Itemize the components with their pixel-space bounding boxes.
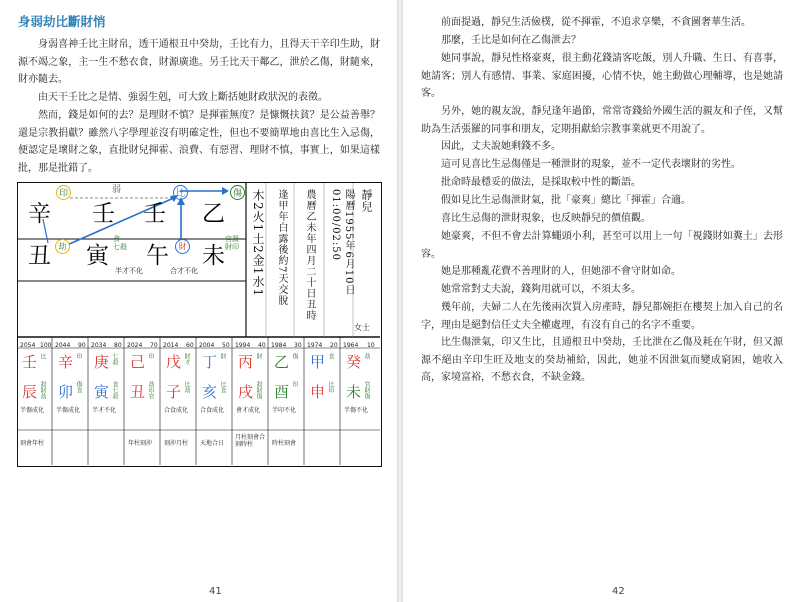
lunar-date: 農曆乙未年四月二十日丑時 bbox=[304, 189, 315, 321]
luck-interaction: 刻會年柱 bbox=[20, 440, 45, 447]
luck-interaction: 時柱刻會 bbox=[272, 440, 297, 447]
relation-note: 半才不化 bbox=[115, 267, 143, 275]
chart-lines bbox=[18, 183, 380, 465]
luck-note: 半才不化 bbox=[92, 407, 117, 414]
day-stem: 壬 bbox=[143, 201, 166, 227]
luck-year: 2014 bbox=[163, 342, 179, 349]
paragraph: 身弱喜神壬比主財帛，透干通根丑中癸劫，壬比有力，且得天干辛印生助，財源不竭之象，主一生不愁衣食，財源廣進。另壬比天干鄰乙，泄於乙傷，財隨來，財亦隨去。 bbox=[18, 39, 380, 85]
luck-branch-tag: 食七殺 bbox=[111, 381, 118, 399]
luck-stem: 己 bbox=[130, 353, 146, 371]
luck-stem: 丁 bbox=[202, 353, 218, 371]
paragraph: 前面提過，靜兒生活儉樸，從不揮霍，不追求享樂，不貪圖奢華生活。 bbox=[441, 17, 751, 28]
luck-note: 半傷成化 bbox=[56, 407, 81, 414]
luck-note: 半印不化 bbox=[272, 407, 297, 414]
luck-interaction: 天地合日 bbox=[200, 440, 225, 447]
day-branch: 午 bbox=[146, 243, 169, 269]
luck-stem: 戊 bbox=[166, 353, 182, 371]
element-count: 木2火1土2金1水1 bbox=[251, 189, 265, 298]
paragraph: 批命時最穩妥的做法，是採取較中性的斷語。 bbox=[441, 177, 641, 188]
luck-note: 半傷成化 bbox=[20, 407, 45, 414]
luck-note: 合食成化 bbox=[200, 407, 225, 414]
year-stem: 辛 bbox=[28, 201, 51, 227]
luck-branch: 辰 bbox=[22, 383, 38, 401]
paragraph: 因此，丈夫說她剩錢不多。 bbox=[441, 141, 561, 152]
luck-stem-tag: 七殺 bbox=[111, 353, 118, 365]
luck-year: 1974 bbox=[307, 342, 323, 349]
luck-age: 60 bbox=[186, 342, 194, 349]
luck-stem: 庚 bbox=[94, 353, 110, 371]
luck-branch: 寅 bbox=[94, 383, 110, 401]
luck-age: 40 bbox=[258, 342, 266, 349]
gender-label: 女士 bbox=[354, 323, 370, 332]
luck-stem-tag: 財才 bbox=[183, 353, 190, 365]
hour-branch: 未 bbox=[202, 243, 225, 269]
luck-interaction: 年柱刻沖 bbox=[128, 440, 153, 447]
luck-interaction: 刻沖月柱 bbox=[164, 440, 189, 447]
month-branch: 寅 bbox=[86, 243, 109, 269]
relation-note: 合才不化 bbox=[170, 267, 198, 275]
paragraph: 幾年前，夫婦二人在先後兩次買入房產時，靜兒都婉拒在樓契上加入自己的名字，理由是絕對信任丈夫全權處理，有沒有自己的名字不重要。 bbox=[421, 302, 783, 331]
branch-mark-badge: 劫 bbox=[55, 239, 70, 254]
luck-year: 2004 bbox=[199, 342, 215, 349]
luck-stem: 甲 bbox=[310, 353, 326, 371]
luck-branch-tag: 殺財傷 bbox=[255, 381, 262, 399]
transition-info: 逢甲年白露後約7天交脫 bbox=[276, 189, 287, 307]
luck-stem-tag: 比 bbox=[39, 353, 46, 359]
paragraph: 那麼，壬比是如何在乙傷泄去？ bbox=[441, 35, 581, 46]
luck-note: 合食成化 bbox=[164, 407, 189, 414]
luck-year: 2034 bbox=[91, 342, 107, 349]
luck-branch: 亥 bbox=[202, 383, 218, 401]
hour-stem: 乙 bbox=[202, 201, 225, 227]
luck-age: 50 bbox=[222, 342, 230, 349]
luck-year: 1984 bbox=[271, 342, 287, 349]
stem-tag-badge: 印 bbox=[56, 185, 71, 200]
luck-branch-tag: 官財傷 bbox=[363, 381, 370, 399]
luck-branch-tag: 比劫 bbox=[183, 381, 190, 393]
branch-hidden: 官殺 財印 bbox=[225, 235, 239, 251]
luck-age: 90 bbox=[78, 342, 86, 349]
luck-age: 30 bbox=[294, 342, 302, 349]
luck-branch: 子 bbox=[166, 383, 182, 401]
luck-branch: 丑 bbox=[130, 383, 146, 401]
luck-stem: 壬 bbox=[22, 353, 38, 371]
left-page bbox=[0, 0, 397, 602]
branch-mark-badge: 財 bbox=[175, 239, 190, 254]
luck-year: 2024 bbox=[127, 342, 143, 349]
luck-year: 1964 bbox=[343, 342, 359, 349]
paragraph: 這可見喜比生忌傷僅是一種泄財的現象，並不一定代表壞財的劣性。 bbox=[441, 159, 741, 170]
luck-age: 10 bbox=[367, 342, 375, 349]
paragraph: 由天干壬比之是情、強弱生剋，可大致上斷括她財政狀況的表徵。 bbox=[38, 92, 328, 103]
luck-year: 2054 bbox=[20, 342, 36, 349]
page-number: 42 bbox=[612, 586, 625, 597]
luck-branch-tag: 比印 bbox=[327, 381, 334, 393]
luck-stem-tag: 印 bbox=[147, 353, 154, 359]
paragraph: 另外，她的親友說，靜兒逢年過節，常常寄錢給外國生活的親友和子侄，又幫助為生活張羅的同事和朋友，定期捐獻給宗教事業就更不用說了。 bbox=[421, 106, 783, 135]
luck-stem: 辛 bbox=[58, 353, 74, 371]
luck-branch-tag: 印 bbox=[291, 381, 298, 387]
paragraph: 她豪爽，不但不會去計算蠅頭小利，甚至可以用上一句「視錢財如糞土」去形容。 bbox=[421, 231, 783, 260]
paragraph: 她是那種亂花費不善理財的人，但她卻不會守財如命。 bbox=[441, 266, 681, 277]
paragraph: 比生傷泄氣，印又生比，且通根丑中癸劫，壬比泄在乙傷及耗在午財，但又源源不絕由辛印生旺及地支的癸劫補給，因此，她並不因泄氣而變成窮困，她收入高，家境富裕，不愁衣食，不缺金錢。 bbox=[421, 337, 783, 383]
paragraph: 喜比生忌傷的泄財現象，也反映靜兒的價值觀。 bbox=[441, 213, 651, 224]
luck-age: 80 bbox=[114, 342, 122, 349]
month-stem: 壬 bbox=[92, 201, 115, 227]
paragraph: 她常常對丈夫說，錢夠用就可以，不須太多。 bbox=[441, 284, 641, 295]
luck-branch-tag: 比食 bbox=[219, 381, 226, 393]
luck-branch: 卯 bbox=[58, 383, 74, 401]
bazi-chart bbox=[17, 182, 382, 467]
luck-age: 20 bbox=[330, 342, 338, 349]
luck-stem: 癸 bbox=[346, 353, 362, 371]
branch-hidden: 食 七殺 bbox=[113, 235, 127, 251]
section-title: 身弱劫比斷財悄 bbox=[18, 14, 106, 29]
paragraph: 她同事說，靜兒性格豪爽，很主動花錢請客吃飯，別人升職、生日、有喜事，她請客；別人有感情、事業、家庭困擾，心情不快，她主動做心理輔導，也是她請客。 bbox=[421, 53, 783, 99]
luck-stem-tag: 傷 bbox=[291, 353, 298, 359]
luck-year: 1994 bbox=[235, 342, 251, 349]
luck-branch: 酉 bbox=[274, 383, 290, 401]
year-branch: 丑 bbox=[28, 243, 51, 269]
paragraph: 假如見比生忌傷泄財氣，批「豪爽」總比「揮霍」合適。 bbox=[441, 195, 691, 206]
luck-note: 半傷不化 bbox=[344, 407, 369, 414]
paragraph: 然而，錢是如何的去？是理財不慎？是揮霍無度？是慷慨扶貧？是公益善舉？還是宗教捐獻？雖然八字學理並沒有明確定性，但也不要簡單地由喜比生入忌傷，便認定是壞財之象，直批財兒揮霍、浪費、有惡習、理財不慎，事實上，如果這樣批，那是批錯了。 bbox=[18, 110, 380, 174]
solar-date: 陽曆1955年6月10日01:00/02:50 bbox=[330, 189, 354, 296]
luck-age: 70 bbox=[150, 342, 158, 349]
luck-branch-tag: 傷食 bbox=[75, 381, 82, 393]
luck-branch: 未 bbox=[346, 383, 362, 401]
luck-branch: 申 bbox=[310, 383, 326, 401]
right-page bbox=[403, 0, 800, 602]
stem-tag-badge: 傷 bbox=[230, 185, 245, 200]
luck-branch-tag: 殺財劫 bbox=[39, 381, 46, 399]
stem-tag-badge: 比 bbox=[173, 185, 188, 200]
weak-label: 弱 bbox=[112, 185, 122, 195]
luck-stem: 乙 bbox=[274, 353, 290, 371]
luck-branch-tag: 劫印官 bbox=[147, 381, 154, 399]
luck-branch: 戌 bbox=[238, 383, 254, 401]
luck-year: 2044 bbox=[55, 342, 71, 349]
luck-stem-tag: 印 bbox=[75, 353, 82, 359]
luck-note: 會才成化 bbox=[236, 407, 261, 414]
luck-stem-tag: 食 bbox=[327, 353, 334, 359]
luck-stem-tag: 劫 bbox=[363, 353, 370, 359]
luck-age: 100 bbox=[40, 342, 52, 349]
page-number: 41 bbox=[209, 586, 222, 597]
luck-stem-tag: 財 bbox=[219, 353, 226, 359]
person-name: 靜兒 bbox=[360, 189, 373, 213]
luck-interaction: 月柱刻會合刻時柱 bbox=[235, 434, 266, 448]
luck-stem-tag: 財 bbox=[255, 353, 262, 359]
luck-stem: 丙 bbox=[238, 353, 254, 371]
